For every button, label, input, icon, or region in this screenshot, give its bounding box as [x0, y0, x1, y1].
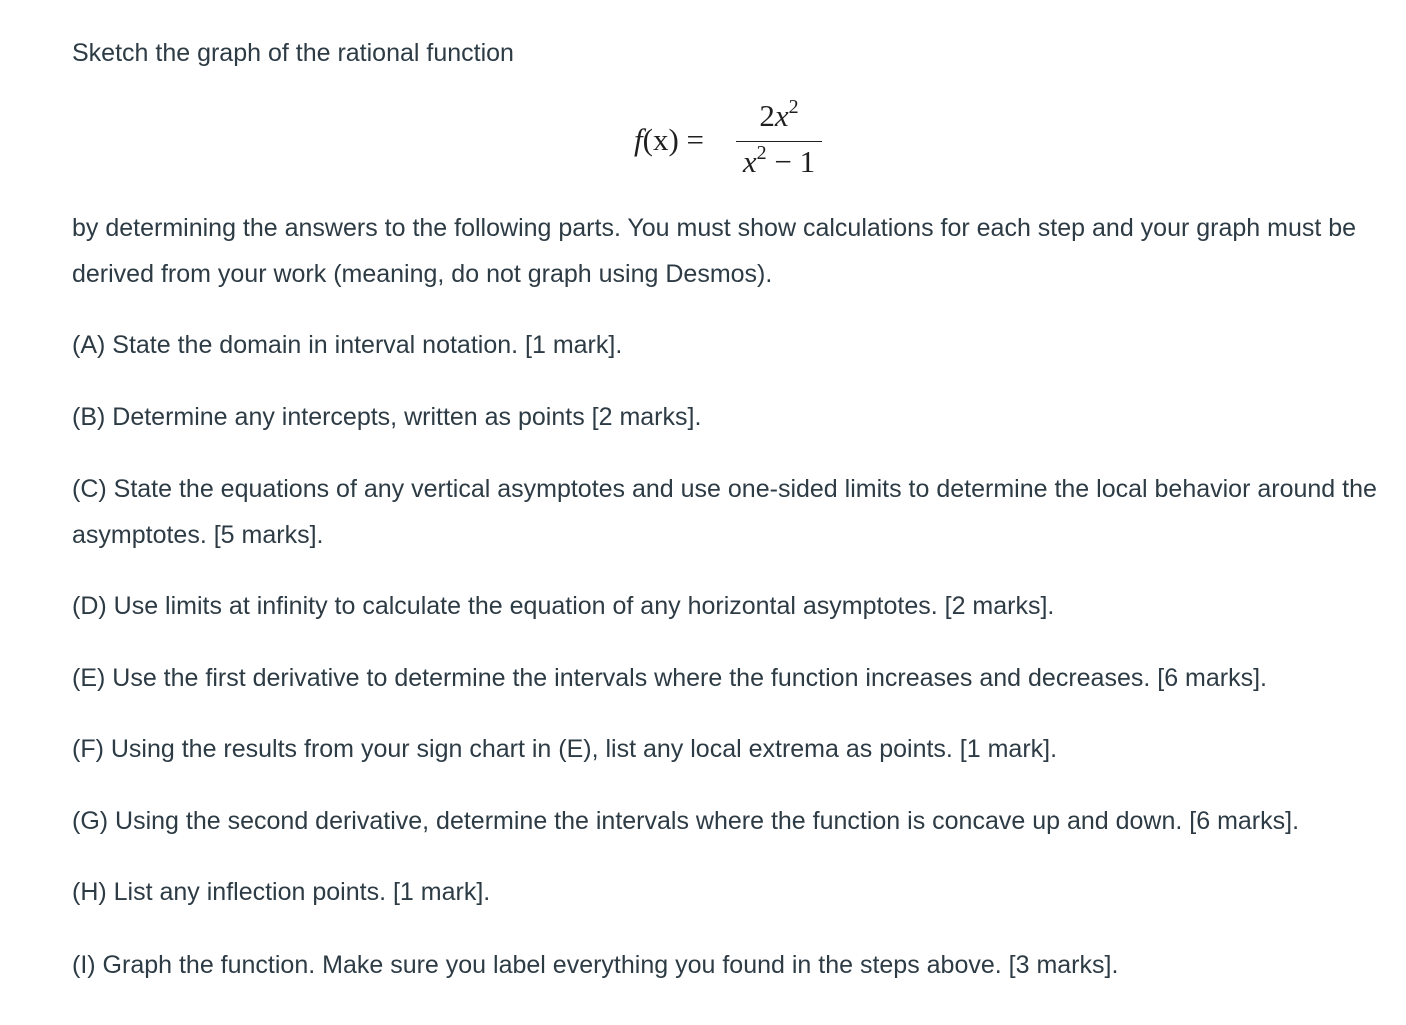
part-a: (A) State the domain in interval notation. [1 mark].	[72, 331, 623, 359]
part-c: (C) State the equations of any vertical asymptotes and use one-sided limits to determine the local behavior around the asymptotes. [5 marks].	[72, 475, 1377, 549]
denominator-exponent: 2	[756, 142, 767, 164]
part-f: (F) Using the results from your sign chart in (E), list any local extrema as points. [1 mark].	[72, 735, 1058, 763]
problem-intro: Sketch the graph of the rational function	[72, 39, 514, 67]
part-d: (D) Use limits at infinity to calculate the equation of any horizontal asymptotes. [2 marks].	[72, 592, 1055, 620]
part-h: (H) List any inflection points. [1 mark].	[72, 878, 491, 906]
part-b: (B) Determine any intercepts, written as points [2 marks].	[72, 403, 702, 431]
part-i: (I) Graph the function. Make sure you label everything you found in the steps above. [3 marks].	[72, 951, 1119, 979]
formula-numerator	[734, 96, 824, 136]
numerator-variable: x	[774, 98, 789, 133]
formula-argument: (x) =	[642, 122, 705, 157]
numerator-coefficient: 2	[759, 98, 775, 133]
denominator-constant: − 1	[766, 144, 816, 179]
denominator-variable: x	[742, 144, 757, 179]
numerator-exponent: 2	[788, 96, 799, 118]
formula-denominator	[734, 142, 824, 182]
part-g: (G) Using the second derivative, determine the intervals where the function is concave up and down. [6 marks].	[72, 807, 1300, 835]
formula-lhs	[634, 122, 704, 158]
problem-instructions: by determining the answers to the following parts. You must show calculations for each step and your graph must be derived from your work (meaning, do not graph using Desmos).	[72, 214, 1357, 288]
formula-function-name: f	[634, 122, 643, 157]
part-e: (E) Use the first derivative to determine the intervals where the function increases and decreases. [6 marks].	[72, 664, 1267, 692]
